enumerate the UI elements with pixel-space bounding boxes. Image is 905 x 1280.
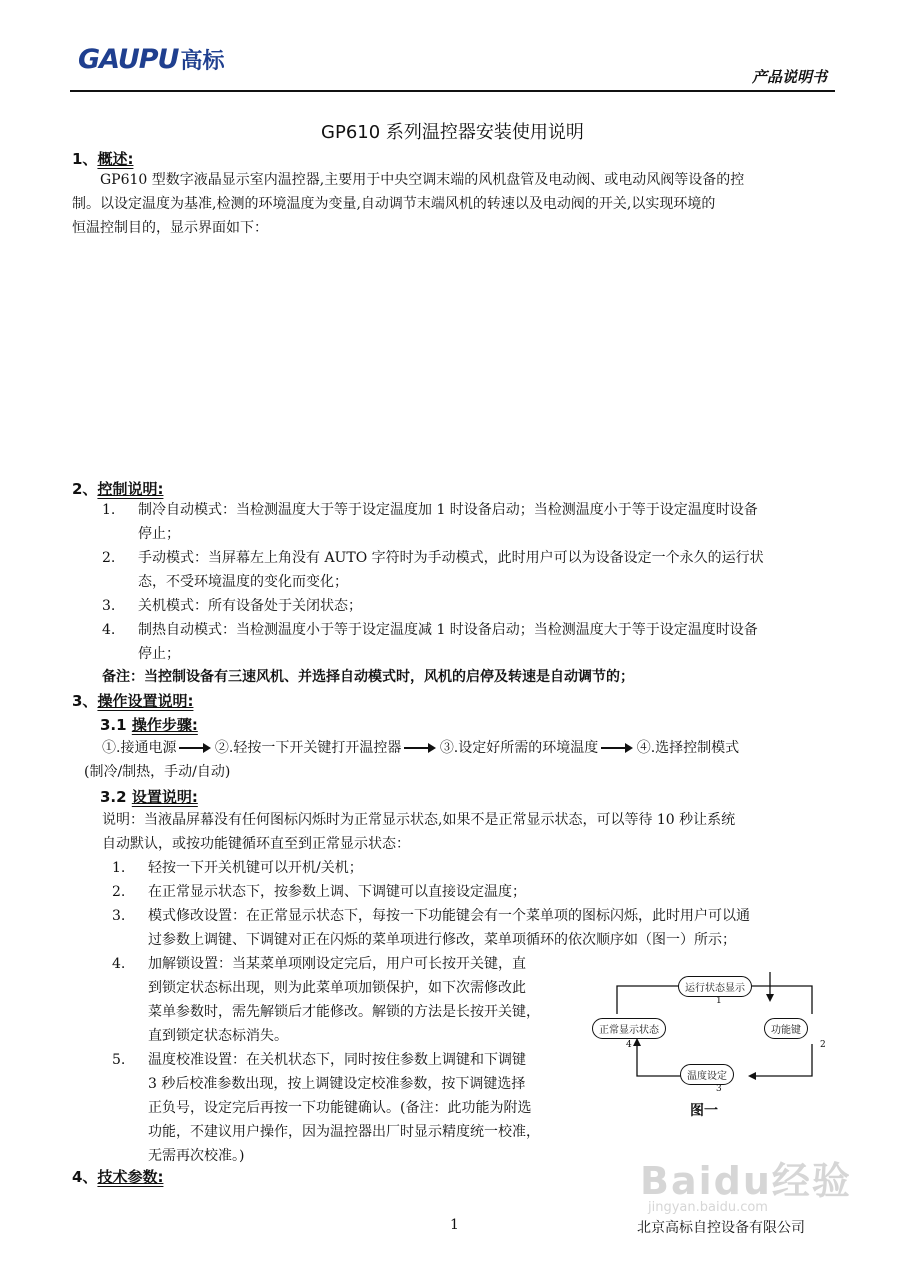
step-4: ④.选择控制模式 [636, 740, 740, 756]
step-3: ③.设定好所需的环境温度 [439, 740, 599, 756]
node-function-key: 功能键 [764, 1018, 808, 1039]
s2-note: 备注：当控制设备有三速风机、并选择自动模式时，风机的启停及转速是自动调节的； [102, 669, 634, 685]
menu-cycle-diagram [592, 966, 842, 1116]
s32-item-5-l4: 功能，不建议用户操作，因为温控器出厂时显示精度统一校准， [148, 1124, 540, 1140]
s32-item-5-l2: 3 秒后校准参数出现，按上调键设定校准参数，按下调键选择 [148, 1076, 526, 1092]
arrow-icon [601, 747, 629, 749]
steps-flow [102, 736, 739, 760]
watermark-url: jingyan.baidu.com [648, 1200, 768, 1215]
s32-item-3: 3. 模式修改设置：在正常显示状态下，每按一下功能键会有一个菜单项的图标闪烁，此时用户可以通 [112, 908, 750, 924]
arrow-icon [179, 747, 207, 749]
step-2: ②.轻按一下开关键打开温控器 [214, 740, 402, 756]
s32-item-4-l2: 到锁定状态标出现，则为此菜单项加锁保护，如下次需修改此 [148, 980, 526, 996]
header-label: 产品说明书 [751, 68, 827, 86]
s2-item-2: 2. 手动模式：当屏幕左上角没有 AUTO 字符时为手动模式，此时用户可以为设备设定一个永久的运行状 [102, 550, 764, 566]
logo-cn: 高标 [180, 48, 225, 74]
s32-item-4-l3: 菜单参数时，需先解锁后才能修改。解锁的方法是长按开关键， [148, 1004, 540, 1020]
diagram-label-1: 1 [716, 996, 722, 1006]
s2-item-1-cont: 停止； [138, 526, 180, 542]
step-1: ①.接通电源 [102, 740, 177, 756]
s1-line-3: 恒温控制目的，显示界面如下： [72, 220, 268, 236]
section-3-1-heading: 3.1 操作步骤: [100, 716, 198, 734]
s2-item-4-cont: 停止； [138, 646, 180, 662]
s32-item-5-l5: 无需再次校准。) [148, 1148, 245, 1164]
figure-caption: 图一 [690, 1103, 718, 1119]
section-4-heading: 4、技术参数: [72, 1168, 164, 1186]
diagram-label-2: 2 [820, 1040, 826, 1050]
page-number: 1 [450, 1217, 459, 1233]
s1-line-1: GP610 型数字液晶显示室内温控器,主要用于中央空调末端的风机盘管及电动阀、或电动风阀等设备的控 [100, 172, 745, 188]
arrow-icon [404, 747, 432, 749]
company-logo [78, 38, 225, 80]
company-name: 北京高标自控设备有限公司 [637, 1220, 805, 1236]
s2-item-4: 4. 制热自动模式：当检测温度小于等于设定温度减 1 时设备启动；当检测温度大于等于设定温度时设备 [102, 622, 758, 638]
s32-item-5: 5. 温度校准设置：在关机状态下，同时按住参数上调键和下调键 [112, 1052, 526, 1068]
diagram-label-3: 3 [716, 1084, 722, 1094]
section-2-heading: 2、控制说明: [72, 480, 164, 498]
header-divider [70, 90, 835, 92]
s32-item-3-cont: 过参数上调键、下调键对正在闪烁的菜单项进行修改，菜单项循环的依次顺序如（图一）所示； [148, 932, 736, 948]
s32-item-4-l4: 直到锁定状态标消失。 [148, 1028, 288, 1044]
steps-tail: (制冷/制热，手动/自动) [84, 764, 231, 780]
s2-item-2-cont: 态，不受环境温度的变化而变化； [138, 574, 348, 590]
document-title: GP610 系列温控器安装使用说明 [321, 122, 584, 143]
node-run-status: 运行状态显示 [678, 976, 752, 997]
node-temp-setting: 温度设定 [680, 1064, 734, 1085]
s32-item-4: 4. 加解锁设置：当某菜单项刚设定完后，用户可长按开关键，直 [112, 956, 526, 972]
s32-item-5-l3: 正负号，设定完后再按一下功能键确认。(备注：此功能为附选 [148, 1100, 532, 1116]
s2-item-3: 3. 关机模式：所有设备处于关闭状态； [102, 598, 362, 614]
baidu-watermark: Baidu经验 [640, 1159, 852, 1203]
diagram-label-4: 4 [626, 1040, 632, 1050]
s2-item-1: 1. 制冷自动模式：当检测温度大于等于设定温度加 1 时设备启动；当检测温度小于等于设定温度时设备 [102, 502, 758, 518]
section-3-heading: 3、操作设置说明: [72, 692, 194, 710]
logo-text: GAUPU [78, 43, 179, 75]
section-1-heading: 1、概述: [72, 150, 134, 168]
section-3-2-heading: 3.2 设置说明: [100, 788, 198, 806]
s32-item-1: 1. 轻按一下开关机键可以开机/关机； [112, 860, 363, 876]
s32-intro-2: 自动默认，或按功能键循环直至到正常显示状态： [102, 836, 410, 852]
s1-line-2: 制。以设定温度为基准,检测的环境温度为变量,自动调节末端风机的转速以及电动阀的开关,以实现环境的 [72, 196, 716, 212]
s32-item-2: 2. 在正常显示状态下，按参数上调、下调键可以直接设定温度； [112, 884, 526, 900]
s32-intro-1: 说明：当液晶屏幕没有任何图标闪烁时为正常显示状态,如果不是正常显示状态，可以等待 10 秒让系统 [102, 812, 736, 828]
node-normal-display: 正常显示状态 [592, 1018, 666, 1039]
